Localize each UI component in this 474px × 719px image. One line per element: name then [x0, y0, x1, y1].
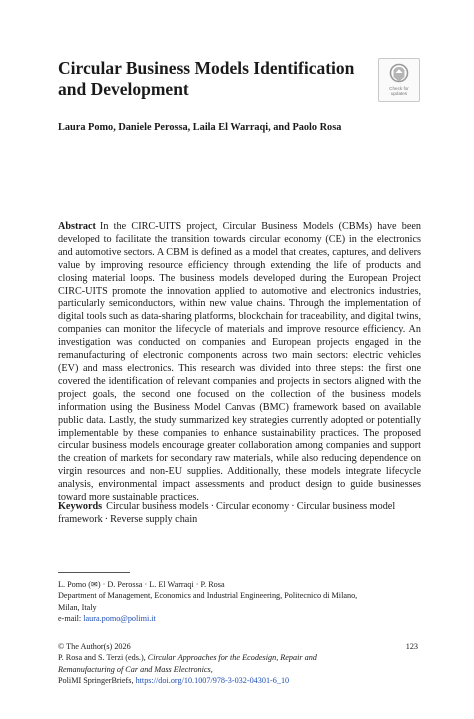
affiliation-email-row [58, 613, 418, 624]
chapter-title-line-1: Circular Business Models Identification [58, 58, 355, 78]
book-title-line-2: Remanufacturing of Car and Mass Electronics, [58, 664, 213, 674]
doi-link[interactable]: https://doi.org/10.1007/978-3-032-04301-6_10 [135, 675, 290, 685]
badge-label [379, 86, 419, 96]
keywords [58, 501, 421, 527]
keyword-separator: · [210, 501, 214, 512]
citation-line-3 [58, 675, 358, 686]
page-number: 123 [405, 642, 418, 651]
chapter-title-line-2: and Development [58, 79, 189, 99]
keywords-label: Keywords [58, 501, 103, 512]
keyword-item: Circular economy [216, 501, 290, 512]
author-list: Laura Pomo, Daniele Perossa, Laila El Warraqi, and Paolo Rosa [58, 122, 342, 133]
editors: P. Rosa and S. Terzi (eds.), [58, 653, 148, 663]
book-title-line-1: Circular Approaches for the Ecodesign, Repair and [147, 653, 317, 663]
keyword-item: Circular business model framework [58, 501, 396, 525]
email-label: e-mail: [58, 613, 82, 623]
check-for-updates-badge[interactable] [378, 58, 420, 102]
badge-label-line-1: Check for [389, 86, 409, 91]
affiliation-department-line-1: Department of Management, Economics and Industrial Engineering, Politecnico di Milano, [58, 591, 358, 601]
keyword-separator: · [291, 501, 295, 512]
check-for-updates-icon [389, 63, 409, 85]
citation-line-1 [58, 652, 358, 663]
affiliation-department-line-2: Milan, Italy [58, 602, 97, 612]
abstract-label: Abstract [58, 221, 96, 232]
affiliation-names: L. Pomo (✉) · D. Perossa · L. El Warraqi · P. Rosa [58, 580, 225, 589]
footnote-divider [58, 572, 130, 573]
keyword-item: Circular business models [106, 501, 209, 512]
publication-footer [58, 641, 358, 686]
keyword-item: Reverse supply chain [110, 513, 198, 525]
email-link[interactable]: laura.pomo@polimi.it [83, 613, 156, 623]
abstract [58, 221, 421, 505]
keyword-separator: · [104, 513, 109, 525]
author-affiliation [58, 579, 418, 624]
copyright-line: © The Author(s) 2026 [58, 642, 131, 651]
abstract-text: In the CIRC-UITS project, Circular Business Models (CBMs) have been developed to facilitate the transition towards circular economy (CE) in the electronics and automotive sectors. A CBM is defined as a model that creates, captures, and delivers value by improving resource efficiency through extending the life of products and closing material loops. The business models developed during the European Project CIRC-UITS promote the innovation applied to automotive and electronics industries, particularly semiconductors, within new value chains. Through the implementation of digital tools such as data-sharing platforms, blockchain for traceability, and digital twins, companies can monitor the lifecycle of materials and improve resource efficiency. An investigation was conducted on companies and European projects engaged in the remanufacturing of electronic components across two main sectors: electric vehicles (EV) and mass electronics. This research was divided into three steps: the first one covered the identification of relevant companies and projects in sectors aligned with the project goals, the second one focused on the collection of the business models information using the Business Model Canvas (BMC) framework based on available public data. Lastly, the study summarized key strategies currently adopted or potentially implementable by these companies to enhance sustainability practices. The proposed circular business models encourage greater collaboration among companies and support the creation of markets for secondary raw materials, while also reducing dependence on virgin resources and non-EU supplies. Additionally, these models integrate lifecycle analysis, environmental impact assessments and product design to guide businesses toward more sustainable practices. [58, 221, 421, 504]
series-name: PoliMI SpringerBriefs, [58, 675, 136, 685]
chapter-title [58, 58, 358, 100]
badge-label-line-2: updates [390, 91, 408, 96]
